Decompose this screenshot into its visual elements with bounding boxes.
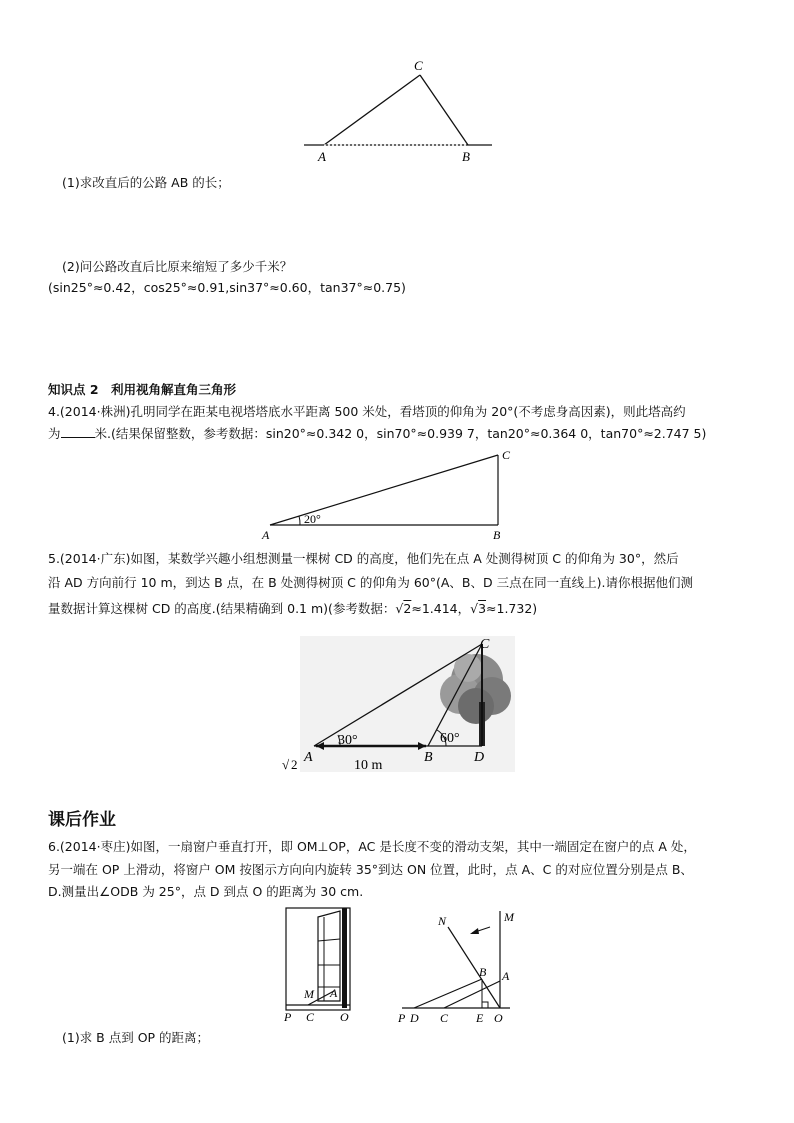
- angle-20: 20°: [304, 512, 321, 526]
- label-c: C: [480, 637, 490, 652]
- label-a: A: [304, 750, 313, 765]
- angle-30: 30°: [338, 733, 358, 748]
- figure-tower-triangle: [258, 445, 528, 545]
- figure-window-photo: [280, 905, 360, 1025]
- label-b: B: [479, 965, 487, 979]
- question-2: (2)问公路改直后比原来缩短了多少千米？: [62, 259, 293, 274]
- label-b: B: [462, 149, 470, 164]
- label-a: A: [318, 149, 326, 164]
- label-o: O: [340, 1010, 349, 1024]
- problem-4-line-2: [48, 423, 706, 444]
- label-c: C: [440, 1011, 449, 1025]
- label-m: M: [304, 987, 314, 1001]
- angle-60: 60°: [440, 731, 460, 746]
- problem-5-line-2: 沿 AD 方向前行 10 m，到达 B 点，在 B 处测得树顶 C 的仰角为 60°(A、B、D 三点在同一直线上).请你根据他们测: [48, 575, 693, 590]
- problem-4-suffix: 米.(结果保留整数，参考数据：sin20°≈0.342 0，sin70°≈0.939 7，tan20°≈0.364 0，tan70°≈2.747 5): [94, 426, 707, 441]
- problem-6-line-3: D.测量出∠ODB 为 25°，点 D 到点 O 的距离为 30 cm.: [48, 884, 364, 899]
- problem-5-text: 量数据计算这棵树 CD 的高度.(结果精确到 0.1 m)(参考数据：: [48, 601, 396, 616]
- sqrt2-radicand: 2: [403, 601, 412, 616]
- problem-4-prefix: 为: [48, 426, 61, 441]
- problem-5-text-2: ≈1.414，: [411, 601, 471, 616]
- label-a: A: [330, 986, 338, 1000]
- answer-blank[interactable]: [61, 423, 95, 438]
- problem-4-line-1: 4.(2014·株洲)孔明同学在距某电视塔塔底水平距离 500 米处，看塔顶的仰角为 20°(不考虑身高因素)，则此塔高约: [48, 404, 686, 419]
- stray-sqrt-symbol: √: [282, 757, 290, 772]
- stray-sqrt-radicand: 2: [291, 757, 298, 772]
- label-m: M: [504, 910, 514, 924]
- problem-5-text-3: ≈1.732): [486, 601, 538, 616]
- label-n: N: [438, 914, 447, 928]
- question-6-1: (1)求 B 点到 OP 的距离；: [62, 1030, 210, 1045]
- label-b: B: [424, 750, 433, 765]
- label-c: C: [414, 58, 423, 73]
- label-p: P: [398, 1011, 406, 1025]
- figure-window-geometry: [392, 905, 522, 1027]
- label-a: A: [502, 969, 510, 983]
- label-e: E: [476, 1011, 484, 1025]
- label-a: A: [262, 528, 270, 542]
- reference-data: (sin25°≈0.42，cos25°≈0.91,sin37°≈0.60，tan37°≈0.75): [48, 280, 406, 295]
- figure-tree-measurement: [280, 632, 520, 777]
- homework-heading: 课后作业: [48, 810, 116, 830]
- sqrt-symbol: √: [395, 601, 404, 616]
- problem-5-line-1: 5.(2014·广东)如图，某数学兴趣小组想测量一棵树 CD 的高度，他们先在点 A 处测得树顶 C 的仰角为 30°，然后: [48, 551, 679, 566]
- question-1: (1)求改直后的公路 AB 的长；: [62, 175, 230, 190]
- label-d: D: [474, 750, 485, 765]
- sqrt3-radicand: 3: [478, 601, 487, 616]
- label-p: P: [284, 1010, 292, 1024]
- problem-6-line-2: 另一端在 OP 上滑动，将窗户 OM 按图示方向向内旋转 35°到达 ON 位置，此时，点 A、C 的对应位置分别是点 B、: [48, 862, 693, 877]
- label-c: C: [502, 448, 511, 462]
- label-o: O: [494, 1011, 503, 1025]
- label-c: C: [306, 1010, 315, 1024]
- problem-5-line-3: [48, 599, 537, 619]
- sqrt-symbol: √: [470, 601, 479, 616]
- distance-label: 10 m: [354, 758, 383, 773]
- label-d: D: [410, 1011, 419, 1025]
- label-b: B: [493, 528, 501, 542]
- figure-road-triangle: [298, 55, 498, 170]
- problem-6-line-1: 6.(2014·枣庄)如图，一扇窗户垂直打开，即 OM⊥OP，AC 是长度不变的滑动支架，其中一端固定在窗户的点 A 处，: [48, 839, 696, 854]
- section-title-2: 知识点 2 利用视角解直角三角形: [48, 382, 237, 397]
